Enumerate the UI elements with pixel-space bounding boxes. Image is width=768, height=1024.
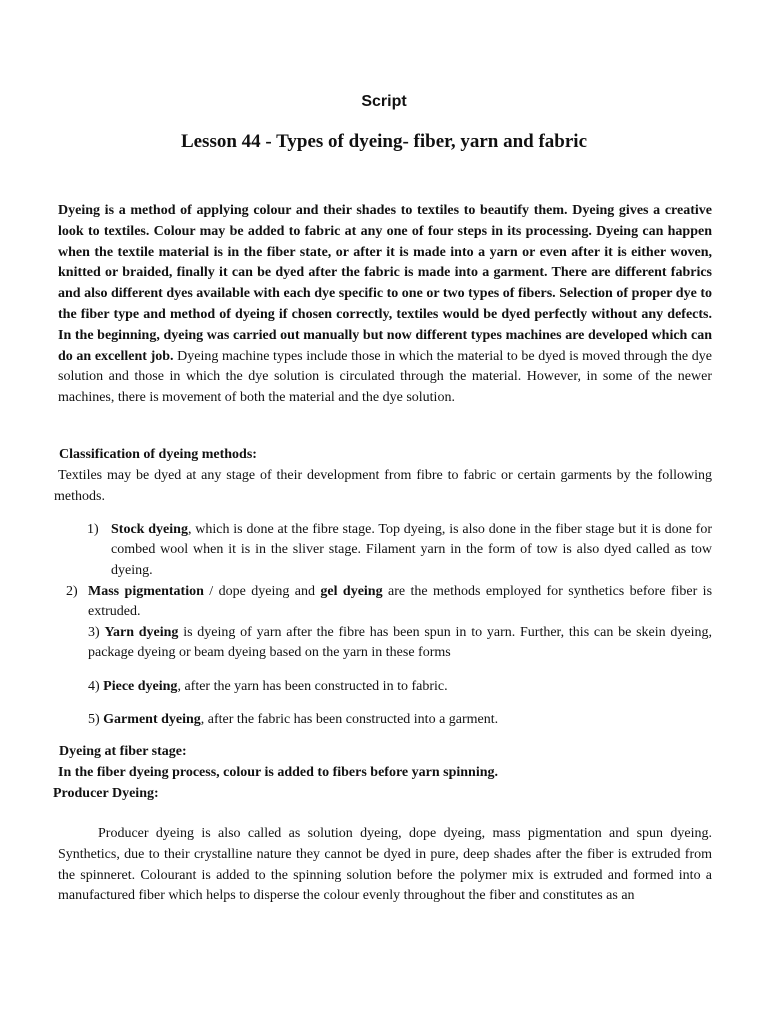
item-text: , after the fabric has been constructed into a garment. [200, 712, 499, 727]
intro-paragraph [58, 201, 712, 409]
item-term: Mass pigmentation [88, 584, 204, 599]
item-term: Garment dyeing [103, 712, 201, 727]
lesson-title: Lesson 44 - Types of dyeing- fiber, yarn and fabric [180, 131, 588, 152]
intro-bold-text: Dyeing is a method of applying colour and their shades to textiles to beautify them. Dyeing gives a creative look to textiles. Colour may be added to fabric at any one of four steps in its processing. Dyeing can happen when the textile material is in the fiber state, or after it is made into a yarn or even after it is either woven, knitted or braided, finally it can be dyed after the fabric is made into a garment. There are different fabrics and also different dyes available with each dye specific to one or two types of fibers. Selection of proper dye to the fiber type and method of dyeing if chosen correctly, textiles would be dyed perfectly without any defects. In the beginning, dyeing was carried out manually but now different types machines are developed which can do an excellent job. [58, 203, 712, 364]
item-number: 3) [88, 625, 100, 640]
item-text: is dyeing of yarn after the fibre has been spun in to yarn. Further, this can be skein dyeing, package dyeing or beam dyeing based on the yarn in these forms [88, 625, 712, 661]
item-term: Stock dyeing [111, 522, 188, 537]
fiber-stage-description: In the fiber dyeing process, colour is added to fibers before yarn spinning. [58, 765, 499, 780]
method-item-yarn-dyeing [88, 623, 712, 664]
method-item-piece-dyeing [88, 677, 712, 697]
fiber-stage-heading: Dyeing at fiber stage: [59, 744, 187, 759]
item-number: 1) [87, 522, 99, 537]
producer-dyeing-heading: Producer Dyeing: [53, 786, 159, 801]
method-item-mass-pigmentation [66, 582, 713, 623]
item-text: / dope dyeing and [203, 584, 321, 599]
classification-intro: Textiles may be dyed at any stage of their development from fibre to fabric or certain garments by the following methods. [54, 468, 712, 504]
item-number: 5) [88, 712, 100, 727]
method-item-garment-dyeing [88, 710, 712, 730]
classification-heading: Classification of dyeing methods: [59, 447, 257, 462]
item-term: Piece dyeing [103, 679, 178, 694]
producer-dyeing-body: Producer dyeing is also called as solution dyeing, dope dyeing, mass pigmentation and spun dyeing. Synthetics, due to their crystalline nature they cannot be dyed in pure, deep shades after the fiber is extruded from the spinneret. Colourant is added to the spinning solution before the polymer mix is extruded and formed into a manufactured fiber which helps to disperse the colour evenly throughout the fiber and constitutes as an [58, 826, 712, 904]
item-text: , after the yarn has been constructed in to fabric. [177, 679, 448, 694]
item-text: are the methods employed for synthetics before fiber is extruded. [88, 584, 713, 620]
intro-normal-text: Dyeing machine types include those in which the material to be dyed is moved through the dye solution and those in which the dye solution is circulated through the material. However, in some of the newer machines, there is movement of both the material and the dye solution. [58, 348, 712, 406]
item-number: 2) [66, 584, 78, 599]
method-item-stock-dyeing [87, 520, 713, 581]
item-term: Yarn dyeing [104, 625, 179, 640]
item-term-secondary: gel dyeing [320, 584, 383, 599]
item-number: 4) [88, 679, 100, 694]
item-text: , which is done at the fibre stage. Top dyeing, is also done in the fiber stage but it is done for combed wool when it is in the sliver stage. Filament yarn in the form of tow is also dyed called as tow dyeing. [111, 522, 713, 578]
script-label: Script [361, 93, 407, 110]
